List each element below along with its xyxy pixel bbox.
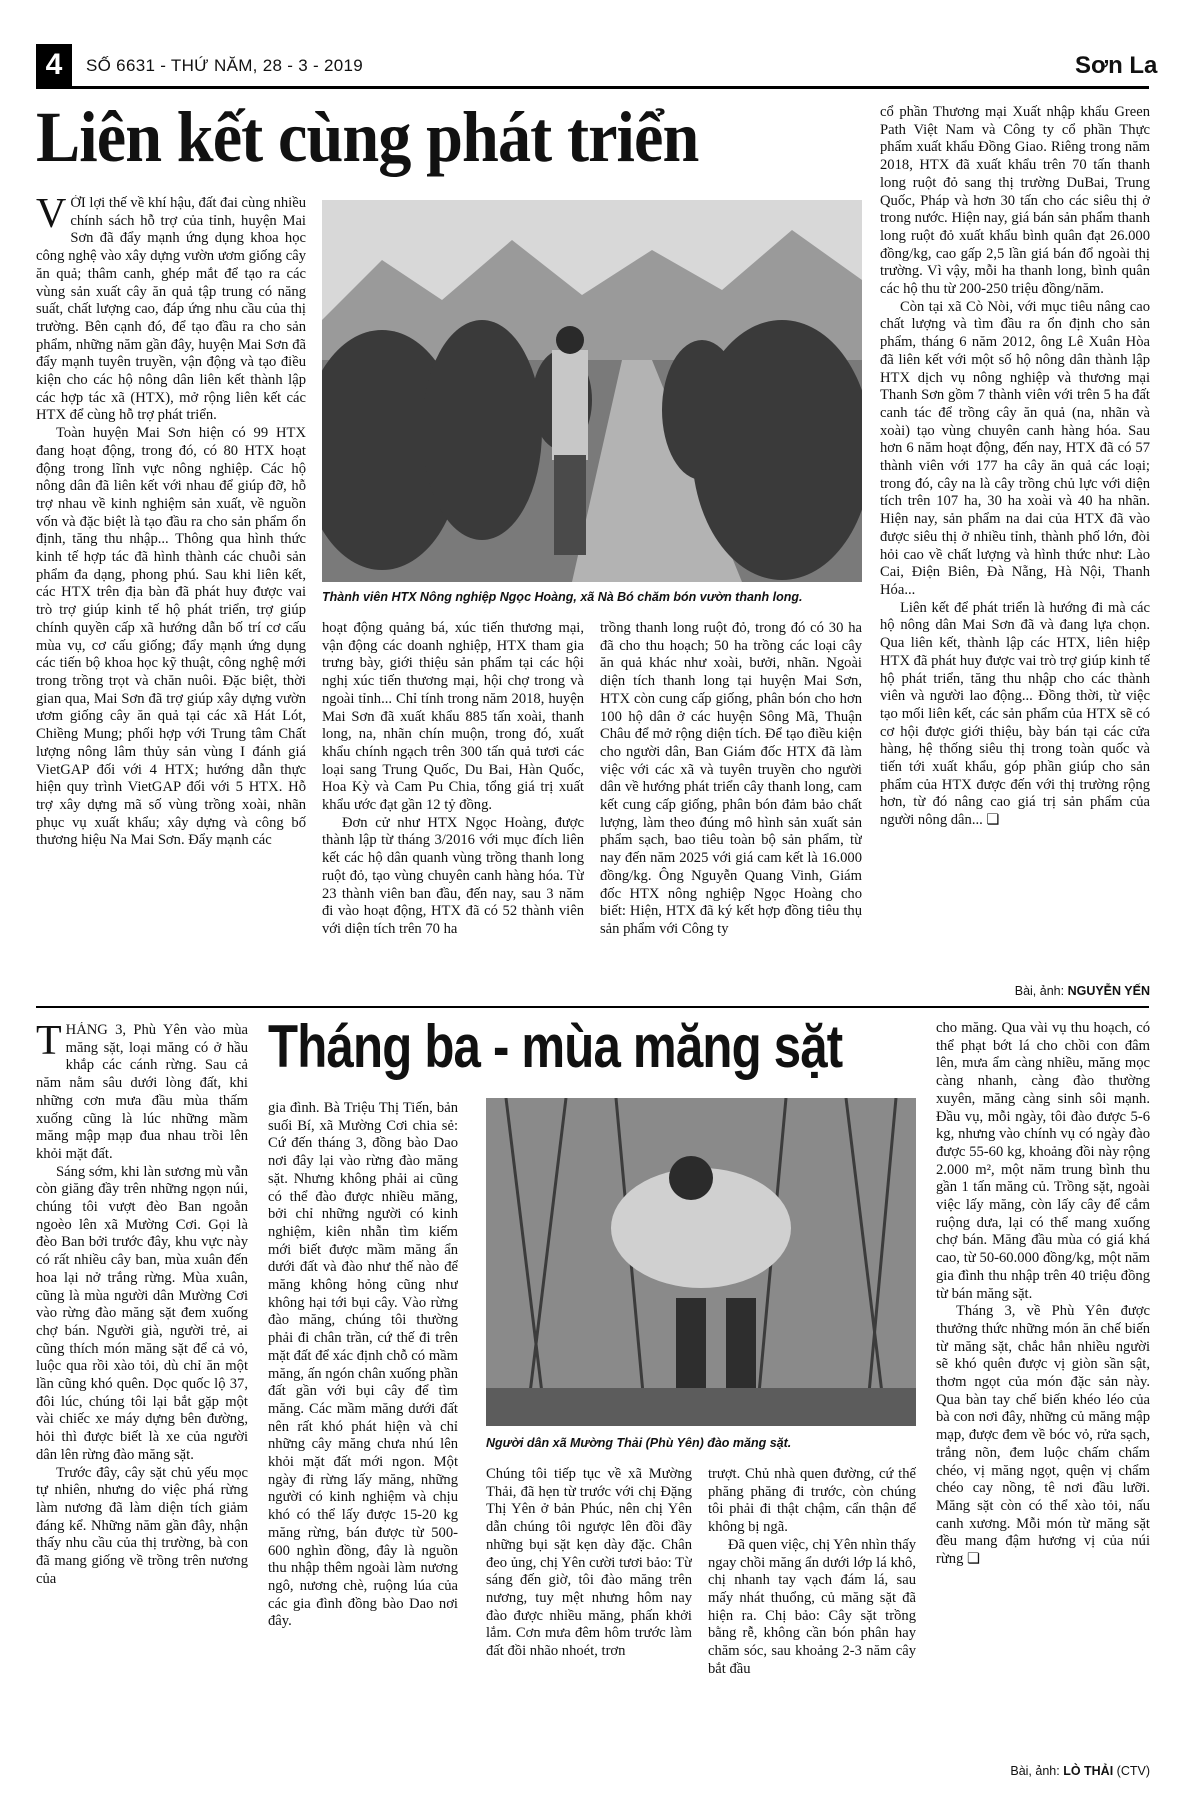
article2-paragraph: trượt. Chủ nhà quen đường, cứ thế phăng phăng đi trước, còn chúng tôi phải đi thật chậm, cẩn thận để không bị ngã. <box>708 1466 916 1536</box>
article1-paragraph: ỚI lợi thế về khí hậu, đất đai cùng nhiều chính sách hỗ trợ của tỉnh, huyện Mai Sơn đã đẩy mạnh ứng dụng khoa học công nghệ vào xây dựng vườn ươm giống cây ăn quả; thâm canh, ghép mắt để tạo ra các vùng sản xuất cây ăn quả tập trung có năng suất, chất lượng cao, đáp ứng nhu cầu của thị trường. Bên cạnh đó, để tạo đầu ra cho sản phẩm, những năm gần đây, huyện Mai Sơn đã đẩy mạnh tuyên truyền, vận động và tạo điều kiện cho các hộ nông dân liên kết thành lập các hợp tác xã (HTX), mở rộng liên kết các HTX để cùng hỗ trợ phát triển. <box>36 195 306 424</box>
article2-paragraph: gia đình. Bà Triệu Thị Tiến, bản suối Bí, xã Mường Cơi chia sẻ: Cứ đến tháng 3, đồng bào Dao nơi đây lại vào rừng đào măng sặt. Nhưng không phải ai cũng có thể đào được nhiều măng, bởi chỉ những người có kinh nghiệm, kiên nhẫn tìm kiếm mới biết được mầm măng ẩn dưới đất và đào như thế nào để măng không hỏng cũng như không hại tới bụi cây. Vào rừng đào măng, chúng tôi thường phải đi chân trần, cứ thế đi trên mặt đất để xác định chỗ có mầm măng, ấn ngón chân xuống phần đất gần với bụi cây để tìm măng. Các mầm măng dưới đất nên rất khó phát hiện và chỉ những cây măng chưa nhú lên khỏi mặt đất mới ngon. Một ngày đi rừng lấy măng, những người có kinh nghiệm và chịu khó có thể lấy được 15-20 kg măng rừng, bán được từ 500-600 nghìn đồng, đây là nguồn thu nhập thêm ngoài làm nương ngô, nương chè, ruộng lúa của các gia đình đồng bào Dao nơi đây. <box>268 1100 458 1630</box>
article2-title: Tháng ba - mùa măng sặt <box>268 1013 843 1080</box>
article1-title: Liên kết cùng phát triển <box>36 97 699 177</box>
article2-paragraph: Trước đây, cây sặt chủ yếu mọc tự nhiên, nhưng do việc phá rừng làm nương đã làm diện tích giảm đáng kể. Những năm gần đây, nhận thấy nhu cầu của thị trường, bà con đã mang giống về trồng trên nương của <box>36 1464 248 1587</box>
article1-paragraph: Liên kết để phát triển là hướng đi mà các hộ nông dân Mai Sơn đã và đang lựa chọn. Qua liên kết, thành lập các HTX, liên hiệp HTX đã phát huy được vai trò trợ giúp kinh tế hộ phát triển, tăng thu nhập cho các thành viên và người lao động... Đồng thời, từ việc tạo mối liên kết, các sản phẩm của HTX sẽ có cơ hội được giới thiệu, bày bán tại các cửa hàng, hệ thống siêu thị trong toàn quốc và tiến tới xuất khẩu, góp phần giúp cho sản phẩm của HTX được đến với thị trường rộng hơn, từ đó nâng cao giá trị sản phẩm của người nông dân... ❏ <box>880 599 1150 829</box>
article2-paragraph: Tháng 3, về Phù Yên được thưởng thức những món ăn chế biến từ măng sặt, chắc hẳn nhiều người sẽ khó quên được vị giòn sần sật, thơm ngọt của món đặc sản này. Qua bàn tay chế biến khéo léo của bà con nơi đây, những củ măng mập mạp, được đem về bóc vỏ, rửa sạch, trắng nõn, đem luộc chấm chẩm chéo, vị măng ngọt, quện vị chẩm chéo cay nồng, tê nơi đầu lưỡi. Măng sặt còn có thể xào tỏi, nấu canh xương. Mỗi món từ măng sặt đều mang đậm hương vị của núi rừng ❏ <box>936 1303 1150 1568</box>
article2-col3 <box>486 1466 692 1792</box>
section-name: Sơn La <box>1075 52 1158 79</box>
article1-paragraph: cổ phần Thương mại Xuất nhập khẩu Green Path Việt Nam và Công ty cổ phần Thực phẩm xuất khẩu Đồng Giao. Riêng trong năm 2018, HTX đã xuất khẩu trên 70 tấn thanh long ruột đỏ sang thị trường DuBai, Trung Quốc, Pháp và hơn 30 tấn cho các siêu thị ở trong nước. Hiện nay, giá bán sản phẩm thanh long ruột đỏ xuất khẩu bình quân đạt 26.000 đồng/kg, cao gấp 2,5 lần giá bán đổ ngoài thị trường. Vì vậy, mỗi ha thanh long, bình quân các hộ thu từ 200-250 triệu đồng/năm. <box>880 104 1150 298</box>
article1-byline <box>880 984 1150 998</box>
article2-paragraph: Chúng tôi tiếp tục về xã Mường Thải, đã hẹn từ trước với chị Đặng Thị Yên ở bản Phúc, nên chị Yên dẫn chúng tôi ngược lên đồi đầy những bụi sặt kẹn dày đặc. Chân đeo ủng, chị Yên cười tươi bảo: Từ sáng đến giờ, tôi đào măng trên nương, tuy mệt nhưng hôm nay đào được nhiều măng, phấn khởi lắm. Cơn mưa đêm hôm trước làm đất đồi nhão nhoét, trơn <box>486 1466 692 1660</box>
page-number: 4 <box>36 44 72 86</box>
article1-col3 <box>600 620 862 998</box>
article-divider <box>36 1006 1149 1008</box>
header-rule <box>36 86 1149 89</box>
article1-photo-caption: Thành viên HTX Nông nghiệp Ngọc Hoàng, xã Nà Bó chăm bón vườn thanh long. <box>322 590 803 604</box>
article2-col4 <box>708 1466 916 1792</box>
article1-col2 <box>322 620 584 998</box>
dragon-fruit-orchard-image <box>322 200 862 582</box>
article2-col5 <box>936 1020 1150 1760</box>
article2-paragraph: Sáng sớm, khi làn sương mù vẫn còn giăng đầy trên những ngọn núi, chúng tôi vượt đèo Ban ngoằn ngoèo lên xã Mường Cơi. Gọi là đèo Ban bởi trước đây, khu vực này có rất nhiều cây ban, mùa xuân đến hoa lại nở trắng rừng. Mùa xuân, cũng là mùa người dân Mường Cơi vào rừng đào măng sặt đem xuống chợ bán. Người già, người trẻ, ai cũng thích món măng sặt để cả vỏ, luộc qua rồi xào tỏi, dù chỉ ăn một lần cũng khó quên. Dọc quốc lộ 37, đôi lúc, chúng tôi lại bắt gặp một vài chiếc xe máy dựng bên đường, hỏi thì được biết là xe của người dân lên rừng đào măng sặt. <box>36 1163 248 1463</box>
article1-paragraph: Đơn cử như HTX Ngọc Hoàng, được thành lập từ tháng 3/2016 với mục đích liên kết các hộ dân quanh vùng trồng thanh long ruột đỏ, tạo vùng chuyên canh hàng hóa. Từ 23 thành viên ban đầu, đến nay, sau 3 năm đi vào hoạt động, HTX đã có 52 thành viên với diện tích trên 70 ha <box>322 814 584 937</box>
article2-col1 <box>36 1022 248 1792</box>
article2-col2 <box>268 1100 458 1792</box>
article1-col4 <box>880 104 1150 982</box>
article2-byline <box>936 1764 1150 1778</box>
article1-paragraph: hoạt động quảng bá, xúc tiến thương mại, vận động các doanh nghiệp, HTX tham gia trưng bày, giới thiệu sản phẩm tại các hội nghị xúc tiến thương mại, hội chợ trong và ngoài tỉnh... Chỉ tính trong năm 2018, huyện Mai Sơn đã xuất khẩu 885 tấn xoài, thanh long, na, nhãn chín muộn, trong đó, xuất khẩu chính ngạch trên 300 tấn quả tươi các loại sang Trung Quốc, Du Bai, Hàn Quốc, Hoa Kỳ và Cam Pu Chia, tổng giá trị xuất khẩu ước đạt gần 12 tỷ đồng. <box>322 620 584 814</box>
byline-suffix: (CTV) <box>1116 1764 1150 1778</box>
article1-paragraph: Còn tại xã Cò Nòi, với mục tiêu nâng cao chất lượng và tìm đầu ra ổn định cho sản phẩm, tháng 6 năm 2012, ông Lê Xuân Hòa đã liên kết với một số hộ nông dân thành lập HTX dịch vụ nông nghiệp và thương mại Thanh Sơn gồm 7 thành viên với trên 5 ha đất canh tác để trồng cây ăn quả (na, nhãn và xoài) tạo vùng chuyên canh hàng hóa. Sau hơn 6 năm hoạt động, đến nay, HTX đã có 57 thành viên với 177 ha cây ăn quả các loại; trong đó, cây na là cây trồng chủ lực với diện tích trên 107 ha, 30 ha xoài và 40 ha nhãn. Hiện nay, sản phẩm na dai của HTX đã vào được siêu thị ở nhiều tỉnh, thành phố lớn, đòi hỏi cao về chất lượng và hình thức như: Lào Cai, Điện Biên, Đà Nẵng, Hà Nội, Thanh Hóa... <box>880 298 1150 598</box>
article1-col1 <box>36 195 306 995</box>
article2-photo-caption: Người dân xã Mường Thải (Phù Yên) đào măng sặt. <box>486 1436 792 1450</box>
byline-prefix: Bài, ảnh: <box>1014 984 1065 998</box>
byline-prefix: Bài, ảnh: <box>1010 1764 1060 1778</box>
article2-paragraph: HÁNG 3, Phù Yên vào mùa măng sặt, loại măng có ở hầu khắp các cánh rừng. Sau cả năm nằm sâu dưới lòng đất, khi những cơn mưa đầu mùa thấm xuống cũng là lúc những mầm măng mập mạp đua nhau trồi lên khỏi mặt đất. <box>36 1022 248 1162</box>
article2-dropcap: T <box>36 1022 62 1064</box>
byline-author: NGUYỄN YẾN <box>1067 984 1150 998</box>
article1-paragraph: Toàn huyện Mai Sơn hiện có 99 HTX đang hoạt động, trong đó, có 80 HTX hoạt động trong lĩnh vực nông nghiệp. Các hộ nông dân đã liên kết với nhau để giúp đỡ, hỗ trợ nhau về kinh nghiệm sản xuất, về nguồn vốn và đặc biệt là tạo đầu ra cho sản phẩm ổn định, tăng thu nhập... Thông qua hình thức kinh tế hợp tác đã hình thành các chuỗi sản phẩm đa dạng, phong phú. Sau khi liên kết, các HTX trên địa bàn đã phát huy được vai trò trợ giúp kinh tế hộ phát triển, trợ giúp chính quyền cấp xã hướng dẫn bố trí cơ cấu mùa vụ, cơ cấu giống; đẩy mạnh ứng dụng các tiến bộ khoa học kỹ thuật, công nghệ mới trong trồng trọt và chăn nuôi. Đặc biệt, thời gian qua, Mai Sơn đã trợ giúp xây dựng vườn ươm giống cây ăn quả tại các xã Hát Lót, Chiềng Mung; phối hợp với Trung tâm Chất lượng nông lâm thủy sản vùng I đánh giá VietGAP đối với 4 HTX; hướng dẫn thực hiện quy trình VietGAP đối với 5 HTX. Hỗ trợ xây dựng mã số vùng trồng xoài, nhãn phục vụ xuất khẩu; xây dựng và công bố thương hiệu Na Mai Sơn. Đẩy mạnh các <box>36 425 306 849</box>
issue-line: SỐ 6631 - THỨ NĂM, 28 - 3 - 2019 <box>86 56 364 75</box>
article2-paragraph: Đã quen việc, chị Yên nhìn thấy ngay chồi măng ẩn dưới lớp lá khô, chị nhanh tay vạch đám lá, sau mấy nhát thuổng, củ măng sặt đã hiện ra. Chị bảo: Cây sặt trồng bằng rễ, không cần bón phân hay chăm sóc, sau khoảng 2-3 năm cây bắt đầu <box>708 1536 916 1677</box>
article2-photo <box>486 1098 916 1426</box>
article1-paragraph: trồng thanh long ruột đỏ, trong đó có 30 ha đã cho thu hoạch; 50 ha trồng các loại cây ăn quả khác như xoài, bưởi, nhãn. Ngoài diện tích thanh long tại huyện Mai Sơn, HTX còn cung cấp giống, phân bón cho hơn 100 hộ dân ở các huyện Sông Mã, Thuận Châu để mở rộng diện tích. Để tạo điều kiện cho người dân, Ban Giám đốc HTX đã làm việc với các xã và tuyên truyền cho người dân về hướng phát triển cây thanh long, cam kết cung cấp giống, phân bón đảm bảo chất lượng, làm theo đúng mô hình sản xuất sản phẩm sạch, bao tiêu toàn bộ sản phẩm, từ nay đến năm 2025 với giá cam kết là 16.000 đồng/kg. Ông Nguyễn Quang Vinh, Giám đốc HTX nông nghiệp Ngọc Hoàng cho biết: Hiện, HTX đã ký kết hợp đồng tiêu thụ sản phẩm với Công ty <box>600 620 862 937</box>
article2-paragraph: cho măng. Qua vài vụ thu hoạch, có thể phạt bớt lá cho chồi con đâm lên, mưa ẩm càng nhiều, măng mọc càng nhanh, càng đào thường xuyên, măng càng sinh sôi mạnh. Đầu vụ, mỗi ngày, tôi đào được 5-6 kg, nhưng vào chính vụ có ngày đào được 55-60 kg, khoảng đồi này rộng 2.000 m², một năm trung bình thu gần 1 tấn măng củ. Trồng sặt, ngoài việc lấy măng, còn lấy cây để cắm ruộng dưa, lại có thể mang xuống chợ bán. Măng đầu mùa có giá khá cao, từ 50-60.000 đồng/kg, một năm gia đình thu nhập trên 40 triệu đồng từ bán măng sặt. <box>936 1020 1150 1302</box>
article1-photo <box>322 200 862 582</box>
byline-author: LÒ THẢI <box>1063 1764 1114 1778</box>
bamboo-shoot-digging-image <box>486 1098 916 1426</box>
article1-dropcap: V <box>36 195 67 237</box>
